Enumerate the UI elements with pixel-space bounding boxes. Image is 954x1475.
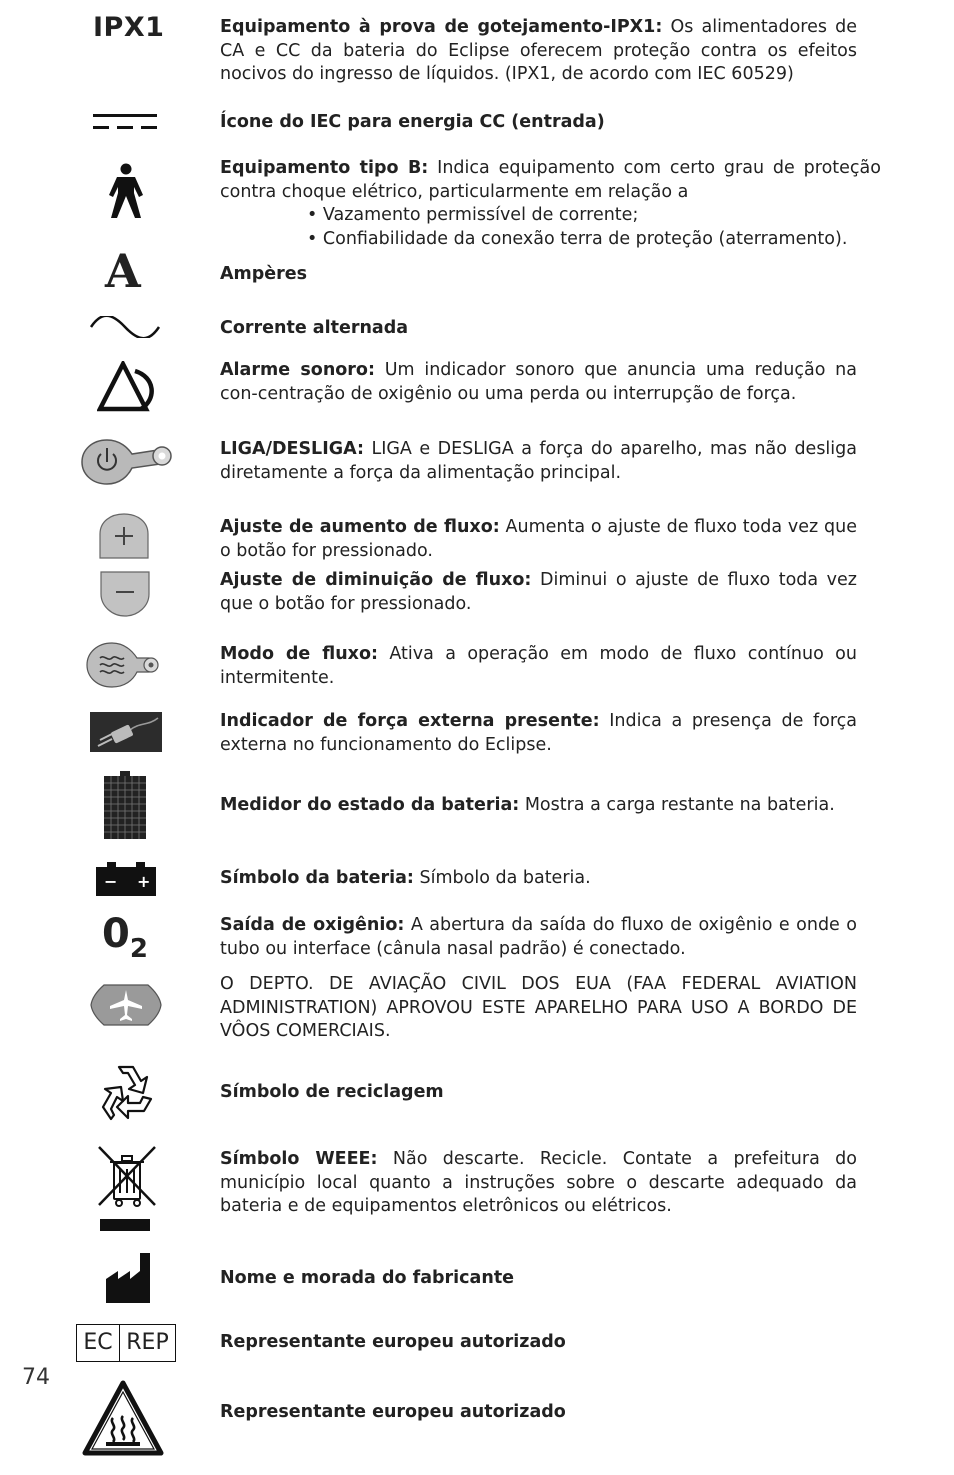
- recycle-icon: [95, 1063, 157, 1123]
- entry-flow-increase: Ajuste de aumento de fluxo: Aumenta o ajuste de fluxo toda vez que o botão for pressionado.: [220, 517, 857, 561]
- entry-faa-approval: O DEPTO. DE AVIAÇÃO CIVIL DOS EUA (FAA FEDERAL AVIATION ADMINISTRATION) APROVOU ESTE APARELHO PARA USO A BORDO DE VÔOS COMERCIAIS.: [220, 974, 857, 1041]
- flow-increase-button-icon: [98, 512, 150, 560]
- type-b-bullet-list: [220, 204, 881, 251]
- entry-manufacturer: Nome e morada do fabricante: [220, 1268, 515, 1288]
- audible-alarm-icon: [97, 361, 157, 413]
- ec-label: EC: [77, 1325, 120, 1361]
- entry-weee: Símbolo WEEE: Não descarte. Recicle. Contate a prefeitura do município local quanto a instruções sobre o descarte adequado da bateria e de equipamentos eletrônicos ou elétricos.: [220, 1149, 857, 1216]
- entry-type-b: Equipamento tipo B: Indica equipamento com certo grau de proteção contra choque elétrico, particularmente em relação a • Vazamento permissível de corrente; • Confiabilidade da conexão terra de proteção (aterramento).: [220, 157, 881, 251]
- ampere-icon: A: [105, 244, 141, 298]
- entry-hot-surface: Representante europeu autorizado: [220, 1402, 566, 1422]
- entry-amperes: Ampères: [220, 264, 308, 284]
- battery-plus-sign: +: [137, 872, 151, 891]
- entry-power-button: LIGA/DESLIGA: LIGA e DESLIGA a força do aparelho, mas não desliga diretamente a força da alimentação principal.: [220, 439, 857, 483]
- entry-ipx1: Equipamento à prova de gotejamento-IPX1: Os alimentadores de CA e CC da bateria do Eclipse oferecem proteção contra os efeitos nocivos do ingresso de líquidos. (IPX1, de acordo com IEC 60529): [220, 17, 857, 84]
- external-power-icon: [90, 712, 162, 752]
- manufacturer-factory-icon: [104, 1251, 152, 1303]
- dc-power-icon: [93, 113, 157, 131]
- battery-minus-sign: −: [104, 872, 118, 891]
- weee-crossed-bin-icon: [97, 1145, 157, 1233]
- page-number: 74: [22, 1365, 50, 1390]
- flow-decrease-button-icon: [100, 570, 150, 618]
- rep-label: REP: [126, 1330, 169, 1356]
- entry-oxygen-outlet: Saída de oxigênio: A abertura da saída do fluxo de oxigênio e onde o tubo ou interface (cânula nasal padrão) é conectado.: [220, 915, 857, 959]
- entry-alternating-current: Corrente alternada: [220, 318, 409, 338]
- battery-meter-icon: [104, 771, 146, 839]
- oxygen-outlet-icon: $0_2$: [102, 911, 148, 964]
- list-item: • Vazamento permissível de corrente;: [307, 204, 881, 228]
- entry-battery-meter: Medidor do estado da bateria: Mostra a carga restante na bateria.: [220, 795, 835, 815]
- entry-recycle: Símbolo de reciclagem: [220, 1082, 444, 1102]
- entry-flow-decrease: Ajuste de diminuição de fluxo: Diminui o ajuste de fluxo toda vez que o botão for pressionado.: [220, 570, 857, 614]
- entry-external-power: Indicador de força externa presente: Indica a presença de força externa no funcionamento do Eclipse.: [220, 711, 857, 755]
- ec-rep-icon: [76, 1324, 176, 1362]
- ipx1-icon: IPX1: [93, 12, 165, 43]
- faa-airplane-icon: [90, 984, 162, 1026]
- entry-dc-power: Ícone do IEC para energia CC (entrada): [220, 112, 605, 132]
- entry-flow-mode: Modo de fluxo: Ativa a operação em modo de fluxo contínuo ou intermitente.: [220, 644, 857, 688]
- battery-symbol-icon: [96, 862, 156, 896]
- list-item: • Confiabilidade da conexão terra de proteção (aterramento).: [307, 228, 881, 252]
- type-b-person-icon: [108, 163, 144, 219]
- hot-surface-warning-icon: [82, 1380, 164, 1458]
- flow-mode-button-icon: [85, 640, 163, 690]
- entry-battery-symbol: Símbolo da bateria: Símbolo da bateria.: [220, 868, 591, 888]
- alternating-current-icon: [89, 316, 161, 338]
- power-button-icon: [80, 436, 174, 488]
- entry-ec-rep: Representante europeu autorizado: [220, 1332, 566, 1352]
- entry-audible-alarm: Alarme sonoro: Um indicador sonoro que anuncia uma redução na con-centração de oxigênio ou uma perda ou interrupção de força.: [220, 360, 857, 404]
